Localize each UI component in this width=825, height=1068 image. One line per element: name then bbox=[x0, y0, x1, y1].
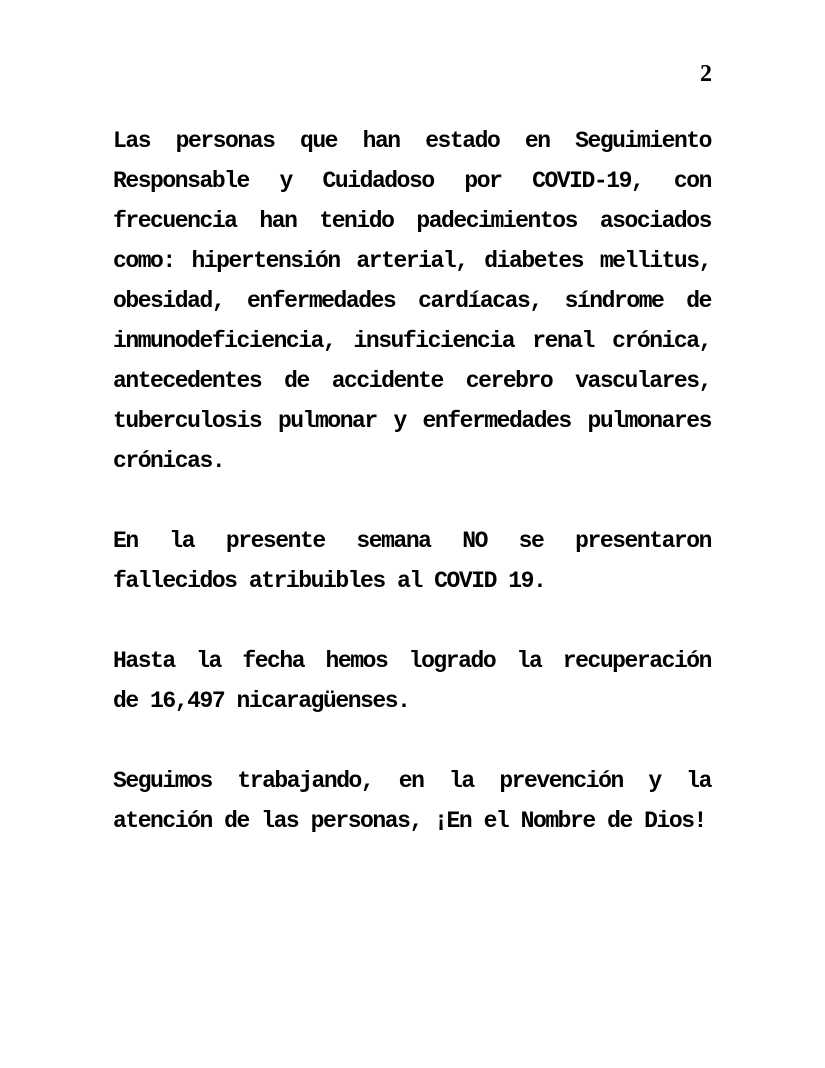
text-line: Hasta la fecha hemos logrado la recuperación bbox=[113, 648, 711, 674]
text-line: crónicas. bbox=[113, 448, 225, 474]
text-line: Seguimos trabajando, en la prevención y la bbox=[113, 768, 711, 794]
text-line: tuberculosis pulmonar y enfermedades pulmonares bbox=[113, 408, 711, 434]
paragraph-2 bbox=[113, 521, 711, 601]
text-line: antecedentes de accidente cerebro vasculares, bbox=[113, 368, 711, 394]
paragraph-4 bbox=[113, 761, 711, 841]
page-number: 2 bbox=[700, 61, 712, 87]
text-line: Responsable y Cuidadoso por COVID-19, con bbox=[113, 168, 711, 194]
text-line: obesidad, enfermedades cardíacas, síndrome de bbox=[113, 288, 711, 314]
document-body bbox=[113, 121, 711, 881]
text-line: atención de las personas, ¡En el Nombre de Dios! bbox=[113, 808, 706, 834]
paragraph-3 bbox=[113, 641, 711, 721]
paragraph-1 bbox=[113, 121, 711, 481]
text-line: inmunodeficiencia, insuficiencia renal crónica, bbox=[113, 328, 711, 354]
text-line: Las personas que han estado en Seguimiento bbox=[113, 128, 711, 154]
text-line: frecuencia han tenido padecimientos asociados bbox=[113, 208, 711, 234]
text-line: fallecidos atribuibles al COVID 19. bbox=[113, 568, 546, 594]
text-line: de 16,497 nicaragüenses. bbox=[113, 688, 410, 714]
text-line: En la presente semana NO se presentaron bbox=[113, 528, 711, 554]
text-line: como: hipertensión arterial, diabetes mellitus, bbox=[113, 248, 711, 274]
